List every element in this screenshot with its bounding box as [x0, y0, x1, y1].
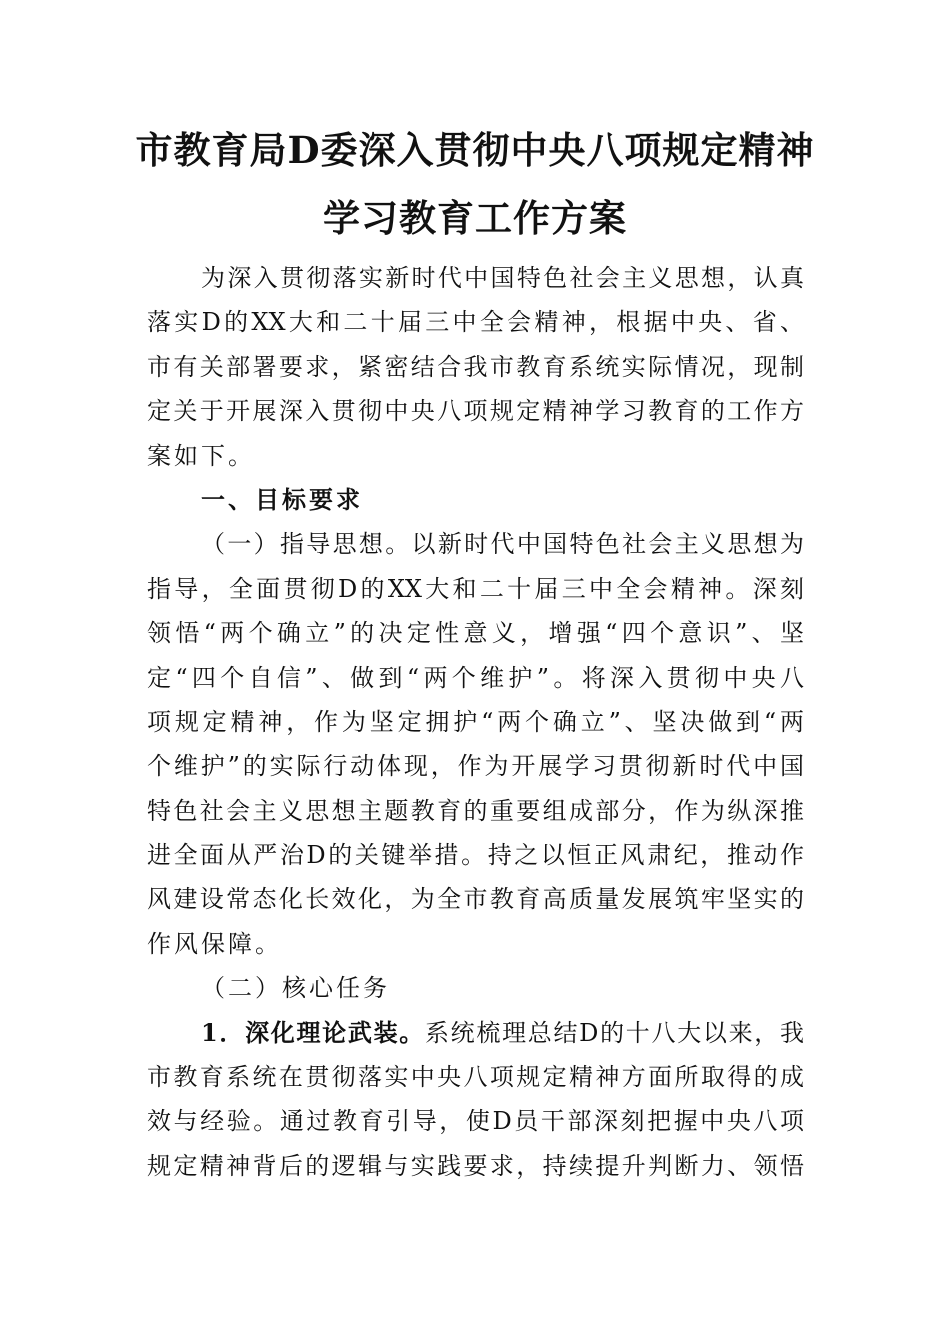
text-line: 指导，全面贯彻D的XX大和二十届三中全会精神。深刻	[147, 574, 804, 603]
document-body	[147, 256, 804, 1188]
text-line: （二）核心任务	[201, 974, 390, 1003]
text-line: 落实D的XX大和二十届三中全会精神，根据中央、省、	[147, 308, 804, 337]
bold-lead-in: 1．深化理论武装。	[201, 1017, 425, 1047]
text-line: 市教育系统在贯彻落实中央八项规定精神方面所取得的成	[147, 1063, 804, 1092]
document-title-line-2: 学习教育工作方案	[323, 196, 627, 240]
section-heading-goals	[147, 478, 804, 522]
text-line: 市有关部署要求，紧密结合我市教育系统实际情况，现制	[147, 352, 804, 381]
text-line: 风建设常态化长效化，为全市教育高质量发展筑牢坚实的	[147, 885, 804, 914]
text-line: 规定精神背后的逻辑与实践要求，持续提升判断力、领悟	[147, 1151, 804, 1180]
text-line: 一、目标要求	[201, 484, 363, 514]
text-line: （一）指导思想。以新时代中国特色社会主义思想为	[201, 530, 804, 559]
guiding-thought-paragraph	[147, 522, 804, 966]
text-line: 领悟“两个确立”的决定性意义，增强“四个意识”、坚	[147, 619, 804, 648]
document-title-line-1: 市教育局D委深入贯彻中央八项规定精神	[135, 128, 815, 172]
text-line: 个维护”的实际行动体现，作为开展学习贯彻新时代中国	[147, 752, 804, 781]
text-line: 作风保障。	[147, 929, 282, 958]
text-line: 特色社会主义思想主题教育的重要组成部分，作为纵深推	[147, 796, 804, 825]
text-line: 定“四个自信”、做到“两个维护”。将深入贯彻中央八	[147, 663, 804, 692]
text-line: 1．深化理论武装。系统梳理总结D的十八大以来，我	[201, 1017, 804, 1047]
text-line: 效与经验。通过教育引导，使D员干部深刻把握中央八项	[147, 1107, 804, 1136]
intro-paragraph	[147, 256, 804, 478]
text-line: 案如下。	[147, 441, 255, 470]
text-line: 定关于开展深入贯彻中央八项规定精神学习教育的工作方	[147, 397, 804, 426]
task-1-paragraph	[147, 1011, 804, 1189]
text-line: 项规定精神，作为坚定拥护“两个确立”、坚决做到“两	[147, 707, 804, 736]
text-line: 为深入贯彻落实新时代中国特色社会主义思想，认真	[201, 264, 804, 292]
text-line: 进全面从严治D的关键举措。持之以恒正风肃纪，推动作	[147, 841, 804, 870]
subheading-core-tasks	[147, 966, 804, 1010]
